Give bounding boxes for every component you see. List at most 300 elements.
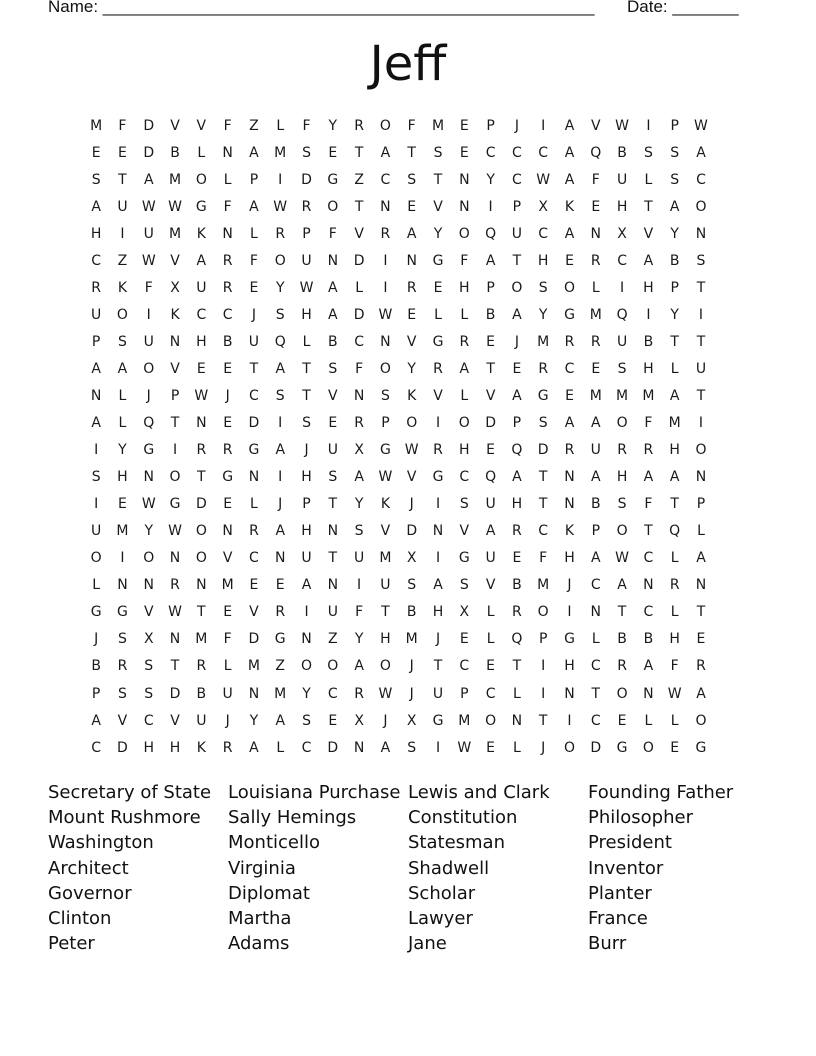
grid-letter[interactable]: P xyxy=(302,496,311,513)
grid-letter[interactable]: M xyxy=(642,387,655,404)
grid-letter[interactable]: W xyxy=(168,523,182,540)
grid-letter[interactable]: N xyxy=(327,523,339,540)
grid-letter[interactable]: I xyxy=(646,306,651,323)
grid-letter[interactable]: P xyxy=(170,387,180,404)
grid-letter[interactable]: H xyxy=(301,306,312,323)
grid-letter[interactable]: N xyxy=(643,685,654,702)
grid-letter[interactable]: N xyxy=(459,198,470,215)
grid-letter[interactable]: P xyxy=(696,496,706,513)
grid-letter[interactable]: H xyxy=(380,631,391,648)
grid-letter[interactable]: A xyxy=(617,577,627,594)
grid-letter[interactable]: H xyxy=(511,496,523,513)
grid-letter[interactable]: T xyxy=(696,333,706,350)
grid-letter[interactable]: S xyxy=(643,144,653,161)
grid-letter[interactable]: D xyxy=(485,415,496,432)
grid-letter[interactable]: J xyxy=(541,739,546,756)
grid-letter[interactable]: M xyxy=(589,306,602,323)
grid-letter[interactable]: V xyxy=(433,387,443,404)
grid-letter[interactable]: Y xyxy=(354,631,364,648)
grid-letter[interactable]: C xyxy=(143,712,154,729)
grid-letter[interactable]: E xyxy=(591,360,601,377)
grid-letter[interactable]: E xyxy=(407,198,417,215)
grid-letter[interactable]: N xyxy=(222,225,233,242)
grid-letter[interactable]: U xyxy=(695,360,707,377)
grid-letter[interactable]: O xyxy=(511,279,523,296)
grid-letter[interactable]: U xyxy=(301,550,312,567)
grid-letter[interactable]: O xyxy=(458,225,470,242)
grid-letter[interactable]: J xyxy=(514,333,519,350)
grid-letter[interactable]: A xyxy=(275,712,286,729)
grid-letter[interactable]: A xyxy=(196,252,207,269)
grid-letter[interactable]: S xyxy=(433,144,443,161)
grid-letter[interactable]: U xyxy=(196,712,207,729)
grid-letter[interactable]: N xyxy=(143,469,154,486)
grid-letter[interactable]: L xyxy=(670,712,679,729)
grid-letter[interactable]: E xyxy=(223,604,233,621)
grid-letter[interactable]: W xyxy=(141,198,156,215)
grid-letter[interactable]: I xyxy=(383,252,388,269)
grid-letter[interactable]: T xyxy=(407,144,416,161)
grid-letter[interactable]: T xyxy=(696,604,706,621)
grid-letter[interactable]: O xyxy=(169,469,181,486)
grid-letter[interactable]: G xyxy=(379,442,391,459)
grid-letter[interactable]: R xyxy=(696,658,706,675)
grid-letter[interactable]: R xyxy=(117,658,128,675)
grid-letter[interactable]: U xyxy=(327,442,338,459)
grid-letter[interactable]: R xyxy=(380,225,391,242)
grid-letter[interactable]: T xyxy=(328,550,338,567)
grid-letter[interactable]: M xyxy=(537,333,550,350)
grid-letter[interactable]: I xyxy=(435,496,441,513)
grid-letter[interactable]: P xyxy=(486,117,495,134)
grid-letter[interactable]: C xyxy=(485,685,496,702)
grid-letter[interactable]: I xyxy=(435,739,441,756)
grid-letter[interactable]: D xyxy=(301,171,312,188)
grid-letter[interactable]: S xyxy=(118,631,127,648)
grid-letter[interactable]: K xyxy=(564,198,575,215)
grid-letter[interactable]: G xyxy=(432,333,444,350)
grid-letter[interactable]: L xyxy=(486,604,495,621)
grid-letter[interactable]: N xyxy=(169,550,181,567)
grid-letter[interactable]: E xyxy=(249,279,259,296)
grid-letter[interactable]: F xyxy=(355,360,364,377)
grid-letter[interactable]: I xyxy=(541,685,546,702)
grid-letter[interactable]: N xyxy=(143,577,154,594)
grid-letter[interactable]: B xyxy=(512,577,522,594)
grid-letter[interactable]: S xyxy=(459,496,469,513)
grid-letter[interactable]: A xyxy=(669,198,680,215)
grid-letter[interactable]: T xyxy=(696,387,706,404)
grid-letter[interactable]: C xyxy=(380,171,391,188)
grid-letter[interactable]: Y xyxy=(249,712,259,729)
grid-letter[interactable]: O xyxy=(406,415,418,432)
grid-letter[interactable]: C xyxy=(222,306,233,323)
grid-letter[interactable]: O xyxy=(458,415,470,432)
grid-letter[interactable]: M xyxy=(379,550,392,567)
grid-letter[interactable]: P xyxy=(302,225,311,242)
grid-letter[interactable]: R xyxy=(301,198,312,215)
grid-letter[interactable]: L xyxy=(486,631,495,648)
grid-letter[interactable]: N xyxy=(695,225,707,242)
grid-letter[interactable]: B xyxy=(196,685,207,702)
grid-letter[interactable]: L xyxy=(460,306,469,323)
grid-letter[interactable]: Y xyxy=(486,171,495,188)
grid-letter[interactable]: A xyxy=(328,279,338,296)
grid-letter[interactable]: H xyxy=(459,442,470,459)
grid-letter[interactable]: B xyxy=(170,144,180,161)
grid-letter[interactable]: R xyxy=(669,577,680,594)
grid-letter[interactable]: E xyxy=(118,496,127,513)
grid-letter[interactable]: N xyxy=(643,577,654,594)
grid-letter[interactable]: S xyxy=(407,171,417,188)
grid-letter[interactable]: N xyxy=(564,685,575,702)
grid-letter[interactable]: C xyxy=(538,144,549,161)
grid-letter[interactable]: R xyxy=(643,442,654,459)
grid-letter[interactable]: M xyxy=(537,577,550,594)
grid-letter[interactable]: O xyxy=(485,712,497,729)
grid-letter[interactable]: A xyxy=(301,577,312,594)
grid-letter[interactable]: A xyxy=(249,739,259,756)
grid-letter[interactable]: R xyxy=(354,415,364,432)
grid-letter[interactable]: M xyxy=(274,685,287,702)
grid-letter[interactable]: J xyxy=(514,117,519,134)
grid-letter[interactable]: D xyxy=(117,739,128,756)
grid-letter[interactable]: J xyxy=(409,685,414,702)
grid-letter[interactable]: H xyxy=(643,279,654,296)
grid-letter[interactable]: U xyxy=(485,496,496,513)
grid-letter[interactable]: W xyxy=(194,387,209,404)
grid-letter[interactable]: T xyxy=(249,360,259,377)
grid-letter[interactable]: W xyxy=(615,117,629,134)
grid-letter[interactable]: A xyxy=(275,442,286,459)
grid-letter[interactable]: O xyxy=(301,658,313,675)
grid-letter[interactable]: Y xyxy=(118,442,127,459)
grid-letter[interactable]: T xyxy=(302,387,311,404)
grid-letter[interactable]: Q xyxy=(616,306,628,323)
grid-letter[interactable]: L xyxy=(118,415,127,432)
grid-letter[interactable]: A xyxy=(696,144,706,161)
grid-letter[interactable]: J xyxy=(435,631,441,648)
grid-letter[interactable]: K xyxy=(196,739,206,756)
grid-letter[interactable]: O xyxy=(537,604,549,621)
grid-letter[interactable]: L xyxy=(644,171,653,188)
grid-letter[interactable]: V xyxy=(406,333,417,350)
grid-letter[interactable]: L xyxy=(512,739,521,756)
grid-letter[interactable]: V xyxy=(643,225,654,242)
grid-letter[interactable]: H xyxy=(169,739,181,756)
grid-letter[interactable]: G xyxy=(695,739,707,756)
grid-letter[interactable]: V xyxy=(591,117,601,134)
grid-letter[interactable]: M xyxy=(668,415,681,432)
grid-letter[interactable]: S xyxy=(407,739,417,756)
grid-letter[interactable]: A xyxy=(275,360,286,377)
grid-letter[interactable]: A xyxy=(459,360,470,377)
grid-letter[interactable]: O xyxy=(642,739,654,756)
grid-letter[interactable]: J xyxy=(146,387,151,404)
grid-letter[interactable]: Y xyxy=(538,306,548,323)
grid-letter[interactable]: S xyxy=(118,685,127,702)
grid-letter[interactable]: S xyxy=(670,171,680,188)
grid-letter[interactable]: K xyxy=(564,523,575,540)
grid-letter[interactable]: A xyxy=(380,144,391,161)
grid-letter[interactable]: S xyxy=(538,279,548,296)
grid-letter[interactable]: N xyxy=(301,631,312,648)
grid-letter[interactable]: N xyxy=(564,469,575,486)
grid-letter[interactable]: E xyxy=(459,631,469,648)
grid-letter[interactable]: R xyxy=(222,442,233,459)
grid-letter[interactable]: J xyxy=(304,442,309,459)
grid-letter[interactable]: I xyxy=(698,306,704,323)
grid-letter[interactable]: S xyxy=(144,658,154,675)
grid-letter[interactable]: S xyxy=(407,577,417,594)
grid-letter[interactable]: T xyxy=(538,712,548,729)
grid-letter[interactable]: L xyxy=(434,306,442,323)
grid-letter[interactable]: Z xyxy=(275,658,286,675)
grid-letter[interactable]: E xyxy=(223,360,233,377)
grid-letter[interactable]: S xyxy=(696,252,706,269)
grid-letter[interactable]: D xyxy=(143,117,155,134)
grid-letter[interactable]: I xyxy=(172,442,178,459)
grid-letter[interactable]: U xyxy=(380,577,391,594)
grid-letter[interactable]: L xyxy=(697,523,705,540)
grid-letter[interactable]: E xyxy=(512,360,522,377)
grid-letter[interactable]: L xyxy=(355,279,364,296)
grid-letter[interactable]: V xyxy=(433,198,443,215)
grid-letter[interactable]: A xyxy=(591,469,601,486)
grid-letter[interactable]: Y xyxy=(407,360,416,377)
grid-letter[interactable]: O xyxy=(695,442,707,459)
grid-letter[interactable]: H xyxy=(117,469,128,486)
grid-letter[interactable]: O xyxy=(143,360,155,377)
grid-letter[interactable]: B xyxy=(406,604,417,621)
grid-letter[interactable]: E xyxy=(328,415,338,432)
grid-letter[interactable]: E xyxy=(486,658,496,675)
grid-letter[interactable]: G xyxy=(458,550,470,567)
grid-letter[interactable]: L xyxy=(591,279,600,296)
grid-letter[interactable]: Y xyxy=(144,523,154,540)
grid-letter[interactable]: P xyxy=(249,171,259,188)
grid-letter[interactable]: A xyxy=(354,658,364,675)
grid-letter[interactable]: I xyxy=(357,577,362,594)
grid-letter[interactable]: I xyxy=(383,279,388,296)
grid-letter[interactable]: T xyxy=(696,279,706,296)
grid-letter[interactable]: O xyxy=(195,171,207,188)
grid-letter[interactable]: E xyxy=(591,198,601,215)
grid-letter[interactable]: S xyxy=(328,360,338,377)
grid-letter[interactable]: V xyxy=(170,117,180,134)
grid-letter[interactable]: A xyxy=(696,685,706,702)
grid-letter[interactable]: S xyxy=(302,144,311,161)
grid-letter[interactable]: J xyxy=(251,306,256,323)
grid-letter[interactable]: R xyxy=(222,279,233,296)
grid-letter[interactable]: T xyxy=(591,685,601,702)
grid-letter[interactable]: T xyxy=(486,360,495,377)
grid-letter[interactable]: T xyxy=(644,198,653,215)
grid-letter[interactable]: A xyxy=(669,469,680,486)
grid-letter[interactable]: T xyxy=(118,171,127,188)
grid-letter[interactable]: L xyxy=(223,171,232,188)
grid-letter[interactable]: F xyxy=(328,225,337,242)
grid-letter[interactable]: P xyxy=(538,631,548,648)
grid-letter[interactable]: O xyxy=(379,117,391,134)
grid-letter[interactable]: T xyxy=(302,360,311,377)
grid-letter[interactable]: A xyxy=(512,387,522,404)
grid-letter[interactable]: A xyxy=(564,225,575,242)
grid-letter[interactable]: M xyxy=(247,658,260,675)
grid-letter[interactable]: F xyxy=(407,117,416,134)
grid-letter[interactable]: E xyxy=(459,144,469,161)
grid-letter[interactable]: C xyxy=(590,658,601,675)
grid-letter[interactable]: M xyxy=(168,225,182,242)
grid-letter[interactable]: O xyxy=(379,360,391,377)
grid-letter[interactable]: T xyxy=(381,604,390,621)
grid-letter[interactable]: I xyxy=(620,279,625,296)
grid-letter[interactable]: B xyxy=(222,333,233,350)
grid-letter[interactable]: O xyxy=(327,658,339,675)
grid-letter[interactable]: G xyxy=(432,252,444,269)
grid-letter[interactable]: R xyxy=(590,333,601,350)
grid-letter[interactable]: R xyxy=(617,442,627,459)
grid-letter[interactable]: A xyxy=(91,198,101,215)
grid-letter[interactable]: R xyxy=(196,442,207,459)
grid-letter[interactable]: L xyxy=(670,604,679,621)
grid-letter[interactable]: I xyxy=(120,550,125,567)
grid-letter[interactable]: E xyxy=(328,144,338,161)
grid-letter[interactable]: G xyxy=(117,604,128,621)
grid-letter[interactable]: C xyxy=(564,360,575,377)
grid-letter[interactable]: O xyxy=(274,252,286,269)
grid-letter[interactable]: L xyxy=(92,577,101,594)
grid-letter[interactable]: T xyxy=(512,252,522,269)
grid-letter[interactable]: N xyxy=(511,712,523,729)
grid-letter[interactable]: A xyxy=(328,306,338,323)
grid-letter[interactable]: I xyxy=(541,117,546,134)
grid-letter[interactable]: A xyxy=(117,360,128,377)
grid-letter[interactable]: F xyxy=(670,658,679,675)
grid-letter[interactable]: E xyxy=(565,252,574,269)
grid-letter[interactable]: X xyxy=(406,712,417,729)
grid-letter[interactable]: O xyxy=(195,523,207,540)
grid-letter[interactable]: A xyxy=(643,658,654,675)
grid-letter[interactable]: H xyxy=(616,198,628,215)
grid-letter[interactable]: Q xyxy=(485,469,497,486)
grid-letter[interactable]: A xyxy=(380,739,391,756)
grid-letter[interactable]: D xyxy=(353,252,365,269)
grid-letter[interactable]: M xyxy=(589,387,602,404)
grid-letter[interactable]: F xyxy=(249,252,258,269)
grid-letter[interactable]: S xyxy=(275,387,285,404)
grid-letter[interactable]: Z xyxy=(328,631,338,648)
grid-letter[interactable]: F xyxy=(144,279,153,296)
grid-letter[interactable]: N xyxy=(169,333,181,350)
grid-letter[interactable]: C xyxy=(91,252,102,269)
grid-letter[interactable]: R xyxy=(590,252,601,269)
grid-letter[interactable]: R xyxy=(222,739,233,756)
grid-letter[interactable]: X xyxy=(459,604,470,621)
grid-letter[interactable]: C xyxy=(327,685,338,702)
grid-letter[interactable]: N xyxy=(564,496,575,513)
grid-letter[interactable]: E xyxy=(223,415,233,432)
grid-letter[interactable]: O xyxy=(90,550,102,567)
grid-letter[interactable]: D xyxy=(537,442,549,459)
grid-letter[interactable]: I xyxy=(567,604,572,621)
grid-letter[interactable]: Y xyxy=(328,117,338,134)
grid-letter[interactable]: Y xyxy=(670,306,679,323)
grid-letter[interactable]: R xyxy=(406,279,417,296)
grid-letter[interactable]: J xyxy=(383,712,388,729)
grid-letter[interactable]: W xyxy=(299,279,314,296)
grid-letter[interactable]: C xyxy=(459,469,470,486)
grid-letter[interactable]: N xyxy=(459,171,470,188)
grid-letter[interactable]: R xyxy=(196,658,207,675)
grid-letter[interactable]: A xyxy=(249,198,259,215)
grid-letter[interactable]: O xyxy=(695,712,707,729)
grid-letter[interactable]: G xyxy=(616,739,628,756)
grid-letter[interactable]: A xyxy=(91,712,101,729)
grid-letter[interactable]: R xyxy=(354,117,364,134)
grid-letter[interactable]: M xyxy=(221,577,234,594)
grid-letter[interactable]: O xyxy=(563,279,575,296)
grid-letter[interactable]: N xyxy=(222,523,233,540)
grid-letter[interactable]: G xyxy=(537,387,549,404)
grid-letter[interactable]: H xyxy=(643,360,654,377)
grid-letter[interactable]: I xyxy=(278,171,283,188)
grid-letter[interactable]: R xyxy=(617,658,627,675)
grid-letter[interactable]: H xyxy=(564,658,575,675)
grid-letter[interactable]: S xyxy=(538,415,548,432)
grid-letter[interactable]: O xyxy=(195,550,207,567)
grid-letter[interactable]: B xyxy=(643,333,654,350)
grid-letter[interactable]: K xyxy=(117,279,128,296)
grid-letter[interactable]: E xyxy=(328,712,338,729)
grid-letter[interactable]: V xyxy=(485,387,496,404)
grid-letter[interactable]: T xyxy=(197,469,206,486)
grid-letter[interactable]: U xyxy=(432,685,444,702)
grid-letter[interactable]: Q xyxy=(143,415,155,432)
grid-letter[interactable]: W xyxy=(378,306,393,323)
grid-letter[interactable]: M xyxy=(168,171,182,188)
grid-letter[interactable]: V xyxy=(328,387,338,404)
grid-letter[interactable]: U xyxy=(222,685,233,702)
grid-letter[interactable]: U xyxy=(616,171,628,188)
grid-letter[interactable]: W xyxy=(378,469,393,486)
grid-letter[interactable]: O xyxy=(616,685,628,702)
grid-letter[interactable]: E xyxy=(275,577,285,594)
grid-letter[interactable]: T xyxy=(328,496,338,513)
grid-letter[interactable]: T xyxy=(670,333,679,350)
grid-letter[interactable]: N xyxy=(695,577,707,594)
grid-letter[interactable]: L xyxy=(302,333,311,350)
grid-letter[interactable]: J xyxy=(225,387,230,404)
grid-letter[interactable]: X xyxy=(354,442,364,459)
grid-letter[interactable]: V xyxy=(249,604,259,621)
grid-letter[interactable]: R xyxy=(222,252,233,269)
grid-letter[interactable]: C xyxy=(617,252,627,269)
grid-letter[interactable]: L xyxy=(460,387,469,404)
grid-letter[interactable]: H xyxy=(301,523,312,540)
grid-letter[interactable]: I xyxy=(646,117,651,134)
grid-letter[interactable]: C xyxy=(538,523,549,540)
grid-letter[interactable]: C xyxy=(459,658,470,675)
grid-letter[interactable]: P xyxy=(460,685,469,702)
grid-letter[interactable]: T xyxy=(433,171,443,188)
grid-letter[interactable]: F xyxy=(644,415,653,432)
grid-letter[interactable]: G xyxy=(432,469,444,486)
grid-letter[interactable]: E xyxy=(486,739,496,756)
grid-letter[interactable]: A xyxy=(591,415,601,432)
grid-letter[interactable]: B xyxy=(485,306,496,323)
grid-letter[interactable]: F xyxy=(302,117,311,134)
